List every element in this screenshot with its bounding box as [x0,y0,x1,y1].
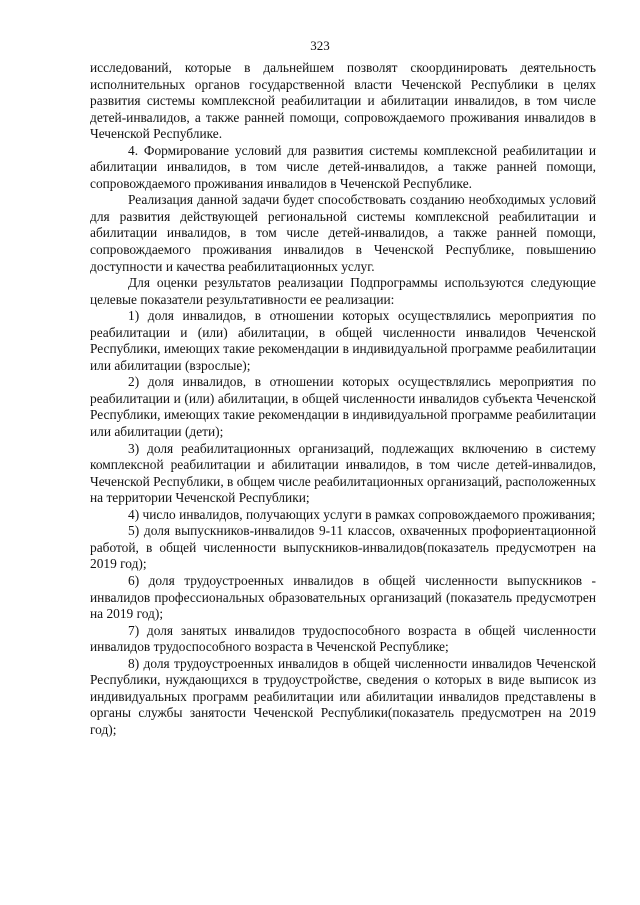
paragraph-task-implementation: Реализация данной задачи будет способствовать созданию необходимых условий для развития действующей региональной системы комплексной реабилитации и абилитации инвалидов, в том числе детей-инвалидов, а также ранней помощи, сопровождаемого проживания инвалидов в Чеченской Республике, повышению доступности и качества реабилитационных услуг. [90,192,596,274]
page-number: 323 [310,38,330,53]
paragraph-indicators-intro: Для оценки результатов реализации Подпрограммы используются следующие целевые показатели результативности ее реализации: [90,275,596,307]
list-item-indicator-7: 7) доля занятых инвалидов трудоспособного возраста в общей численности инвалидов трудоспособного возраста в Чеченской Республике; [90,622,596,655]
document-body [90,60,596,738]
list-item-indicator-2: 2) доля инвалидов, в отношении которых осуществлялись мероприятия по реабилитации и (или) абилитации, в общей численности инвалидов субъекта Чеченской Республики, имеющих такие рекомендации в индивидуальной программе реабилитации или абилитации (дети); [90,374,596,440]
list-item-indicator-1: 1) доля инвалидов, в отношении которых осуществлялись мероприятия по реабилитации и (или) абилитации, в общей численности инвалидов Чеченской Республики, имеющих такие рекомендации в индивидуальной программе реабилитации или абилитации (взрослые); [90,308,596,373]
list-item-indicator-6: 6) доля трудоустроенных инвалидов в общей численности выпускников - инвалидов профессиональных образовательных организаций (показатель предусмотрен на 2019 год); [90,572,596,622]
list-item-indicator-3: 3) доля реабилитационных организаций, подлежащих включению в систему комплексной реабилитации и абилитации инвалидов, в том числе детей-инвалидов, Чеченской Республики, в общем числе реабилитационных организаций, расположенных на территории Чеченской Республики; [90,440,596,506]
list-item-indicator-5: 5) доля выпускников-инвалидов 9-11 классов, охваченных профориентационной работой, в общей численности выпускников-инвалидов(показатель предусмотрен на 2019 год); [90,523,596,572]
paragraph-continuation: исследований, которые в дальнейшем позволят скоординировать деятельность исполнительных органов государственной власти Чеченской Республики в целях развития системы комплексной реабилитации и абилитации инвалидов, в том числе детей-инвалидов, а также ранней помощи, сопровождаемого проживания инвалидов в Чеченской Республике. [90,60,596,142]
list-item-indicator-8: 8) доля трудоустроенных инвалидов в общей численности инвалидов Чеченской Республики, нуждающихся в трудоустройстве, сведения о которых в виде выписок из индивидуальных программ реабилитации или абилитации инвалидов представлены в органы службы занятости Чеченской Республики(показатель предусмотрен на 2019 год); [90,655,596,737]
list-item-indicator-4: 4) число инвалидов, получающих услуги в рамках сопровождаемого проживания; [128,506,596,522]
paragraph-task-4: 4. Формирование условий для развития системы комплексной реабилитации и абилитации инвалидов, в том числе детей-инвалидов, а также ранней помощи, сопровождаемого проживания инвалидов в Чеченской Республике. [90,142,596,191]
